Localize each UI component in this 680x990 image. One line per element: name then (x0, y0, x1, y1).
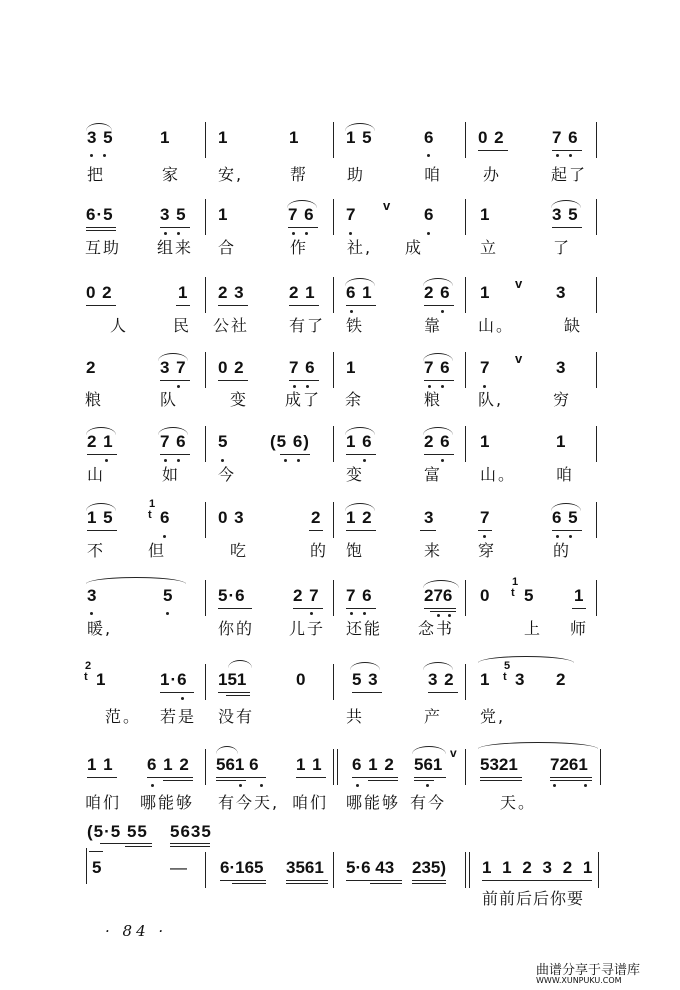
bar-line (596, 426, 597, 462)
brace-line (86, 848, 87, 884)
bar-line (333, 122, 334, 158)
lyric: 有了 (289, 316, 326, 335)
note-group: 2 (556, 670, 567, 689)
note-group: 151 (218, 670, 247, 689)
slur-mark (423, 662, 453, 670)
note-group: 1 (480, 205, 491, 224)
bar-line (465, 580, 466, 616)
lyric: 穷 (553, 390, 572, 409)
bar-line (205, 426, 206, 462)
lyric: 作 (290, 238, 309, 257)
lyric: 共 (346, 707, 365, 726)
lyric: 山。 (478, 316, 515, 335)
lyric: 山。 (480, 465, 517, 484)
note-group: 1 (218, 205, 229, 224)
note-group: 6 (160, 508, 171, 527)
grace-sign: t (511, 587, 516, 599)
bar-line (333, 277, 334, 313)
note-group: 1 (218, 128, 229, 147)
note-group: 1 (96, 670, 107, 689)
note-group: 561 6 (216, 755, 259, 774)
note-group: 0 2 (478, 128, 505, 147)
bar-line (333, 852, 334, 888)
bar-line (596, 502, 597, 538)
note-group: 3 (515, 670, 526, 689)
lyric: 咱们 (292, 793, 329, 812)
slur-mark (412, 746, 446, 754)
lyric: 吃 (230, 541, 249, 560)
note-group: 5 (218, 432, 229, 451)
note-group: 1 2 (346, 508, 373, 527)
bar-line (465, 426, 466, 462)
lyric: 队, (478, 390, 504, 409)
note-group: 1 (556, 432, 567, 451)
note-group: 2 7 (293, 586, 320, 605)
lyric: 的 (310, 541, 329, 560)
lyric: 变 (346, 465, 365, 484)
bar-line (333, 502, 334, 538)
lyric: 前前后后你要 (482, 889, 585, 908)
lyric: 粮 (85, 390, 104, 409)
watermark-url: WWW.XUNPUKU.COM (536, 976, 622, 985)
lyric: 社, (347, 238, 373, 257)
note-group: 5 (92, 858, 103, 877)
note-group: 7 6 (160, 432, 187, 451)
lyric: 队 (160, 390, 179, 409)
lyric: 粮 (424, 390, 443, 409)
slur-mark (216, 746, 238, 754)
bar-line (333, 580, 334, 616)
lyric: 若是 (160, 707, 197, 726)
note-group: 1 (289, 128, 300, 147)
bar-line (465, 122, 466, 158)
note-group: 0 (296, 670, 307, 689)
lyric: 咱 (556, 465, 575, 484)
watermark-title: 曲谱分享于寻谱库 (536, 963, 641, 978)
note-group: 235) (412, 858, 447, 877)
lyric: 暖, (87, 619, 113, 638)
lyric: 互助 (85, 238, 122, 257)
lyric: 产 (424, 707, 443, 726)
bar-line (596, 580, 597, 616)
note-group: 7 6 (424, 358, 451, 377)
bar-line (596, 277, 597, 313)
note-group: 561 (414, 755, 443, 774)
note-group: 276 (424, 586, 453, 605)
lyric: 了 (553, 238, 572, 257)
bar-line (465, 352, 466, 388)
bar-line (333, 664, 334, 700)
note-group: 2 6 (424, 432, 451, 451)
lyric: 念书 (418, 619, 455, 638)
bar-line (205, 664, 206, 700)
note-group: 7 6 (346, 586, 373, 605)
lyric: 哪能够 (346, 793, 401, 812)
note-group: 6 1 2 (352, 755, 395, 774)
note-group: 5 (163, 586, 174, 605)
note-group: 5·6 (218, 586, 246, 605)
bar-line (205, 502, 206, 538)
bar-line (333, 199, 334, 235)
note-group: 5·6 43 (346, 858, 395, 877)
slur-mark (478, 656, 574, 663)
note-group: 1 (160, 128, 171, 147)
bar-line (205, 277, 206, 313)
lyric: 靠 (424, 316, 443, 335)
note-group: 0 3 (218, 508, 245, 527)
note-group: 1 5 (87, 508, 114, 527)
note-group: 2 1 (87, 432, 114, 451)
note-group: 3 5 (160, 205, 187, 224)
slur-mark (350, 662, 380, 670)
note-group: 7 (346, 205, 357, 224)
lyric: 如 (162, 465, 181, 484)
lyric: 有今 (410, 793, 447, 812)
note-group: 6·165 (220, 858, 264, 877)
lyric: 哪能够 (140, 793, 195, 812)
grace-sign: t (84, 671, 89, 683)
lyric: 成了 (285, 390, 322, 409)
lyric: 家 (162, 165, 181, 184)
note-group: (5·5 55 (87, 822, 148, 841)
note-group: 3 (87, 586, 98, 605)
lyric: 没有 (218, 707, 255, 726)
lyric: 民 (173, 316, 192, 335)
note-group: 2 6 (424, 283, 451, 302)
lyric: 合 (218, 238, 237, 257)
note-group: 0 (480, 586, 491, 605)
note-group: 3 (556, 283, 567, 302)
bar-line (205, 852, 206, 888)
note-group: 0 2 (86, 283, 113, 302)
note-group: 1·6 (160, 670, 188, 689)
note-group: 1 6 (346, 432, 373, 451)
lyric: 天。 (500, 793, 537, 812)
bar-line (205, 749, 206, 785)
lyric: 组来 (157, 238, 194, 257)
lyric: 铁 (346, 316, 365, 335)
bar-line (596, 122, 597, 158)
lyric: 还能 (346, 619, 383, 638)
note-group: 6·5 (86, 205, 114, 224)
slur-mark (478, 742, 598, 749)
bar-line (600, 749, 601, 785)
note-group: 6 (424, 205, 435, 224)
note-group: 7 (480, 508, 491, 527)
note-group: 3 5 (552, 205, 579, 224)
note-group: 1 (178, 283, 189, 302)
lyric: 咱 (424, 165, 443, 184)
note-group: 1 1 (87, 755, 114, 774)
note-group: (5 6) (270, 432, 310, 451)
lyric: 党, (480, 707, 506, 726)
page-number: · 84 · (105, 922, 168, 940)
bar-line (333, 426, 334, 462)
lyric: 今 (218, 465, 237, 484)
bar-line (465, 852, 470, 888)
note-group: 6 1 2 (147, 755, 190, 774)
grace-note: 5 (504, 660, 512, 672)
bar-line (465, 664, 466, 700)
lyric: 有今天, (218, 793, 280, 812)
lyric: 立 (480, 238, 499, 257)
bar-line (596, 199, 597, 235)
lyric: 范。 (105, 707, 142, 726)
note-group: 7261 (550, 755, 588, 774)
bar-line (598, 852, 599, 888)
note-group: — (170, 858, 188, 877)
breath-mark: v (383, 198, 392, 213)
note-group: 2 1 (289, 283, 316, 302)
note-group: 6 5 (552, 508, 579, 527)
lyric: 办 (483, 165, 502, 184)
lyric: 咱们 (85, 793, 122, 812)
lyric: 师 (570, 619, 589, 638)
note-group: 3 7 (160, 358, 187, 377)
note-group: 7 (480, 358, 491, 377)
bar-line (465, 277, 466, 313)
note-group: 1 (480, 670, 491, 689)
lyric: 公社 (213, 316, 250, 335)
breath-mark: v (515, 276, 524, 291)
note-group: 1 5 (346, 128, 373, 147)
lyric: 来 (424, 541, 443, 560)
note-group: 3 5 (87, 128, 114, 147)
note-group: 1 (346, 358, 357, 377)
bar-line (333, 352, 334, 388)
lyric: 缺 (564, 316, 583, 335)
grace-sign: t (503, 671, 508, 683)
lyric: 人 (110, 316, 129, 335)
lyric: 不 (87, 541, 106, 560)
lyric: 的 (553, 541, 572, 560)
note-group: 5321 (480, 755, 518, 774)
bar-line (465, 199, 466, 235)
lyric: 你的 (218, 619, 255, 638)
note-group: 6 (424, 128, 435, 147)
bar-line (205, 122, 206, 158)
bar-line (205, 580, 206, 616)
lyric: 上 (524, 619, 543, 638)
note-group: 1 1 (296, 755, 323, 774)
grace-note: 1 (512, 576, 520, 588)
bar-line (333, 749, 338, 785)
note-group: 1 (480, 283, 491, 302)
lyric: 余 (345, 390, 364, 409)
lyric: 富 (424, 465, 443, 484)
tie-mark (86, 577, 186, 584)
note-group: 2 (86, 358, 97, 377)
breath-mark: v (515, 351, 524, 366)
bar-line (205, 352, 206, 388)
note-group: 3561 (286, 858, 324, 877)
bar-line (596, 352, 597, 388)
note-group: 5 (524, 586, 535, 605)
grace-note: 2 (85, 660, 93, 672)
note-group: 5635 (170, 822, 212, 841)
bar-line (465, 749, 466, 785)
note-group: 6 1 (346, 283, 373, 302)
note-group: 3 (556, 358, 567, 377)
grace-note: 1 (149, 498, 157, 510)
note-group: 3 2 (428, 670, 455, 689)
note-group: 3 (424, 508, 435, 527)
note-group: 1 (574, 586, 585, 605)
lyric: 饱 (346, 541, 365, 560)
note-group: 5 3 (352, 670, 379, 689)
grace-sign: t (148, 509, 153, 521)
note-group: 1 1 2 3 2 1 (482, 858, 596, 877)
lyric: 变 (230, 390, 249, 409)
slur-mark (228, 660, 252, 668)
breath-mark: v (450, 746, 458, 760)
lyric: 但 (148, 541, 167, 560)
lyric: 把 (87, 165, 106, 184)
note-group: 7 6 (289, 358, 316, 377)
note-group: 1 (480, 432, 491, 451)
note-group: 2 3 (218, 283, 245, 302)
note-group: 0 2 (218, 358, 245, 377)
note-group: 2 (311, 508, 322, 527)
lyric: 儿子 (289, 619, 326, 638)
lyric: 成 (405, 238, 424, 257)
lyric: 起了 (551, 165, 588, 184)
lyric: 安, (218, 165, 244, 184)
lyric: 助 (347, 165, 366, 184)
bar-line (205, 199, 206, 235)
note-group: 7 6 (288, 205, 315, 224)
lyric: 山 (87, 465, 106, 484)
lyric: 帮 (290, 165, 309, 184)
lyric: 穿 (478, 541, 497, 560)
note-group: 7 6 (552, 128, 579, 147)
